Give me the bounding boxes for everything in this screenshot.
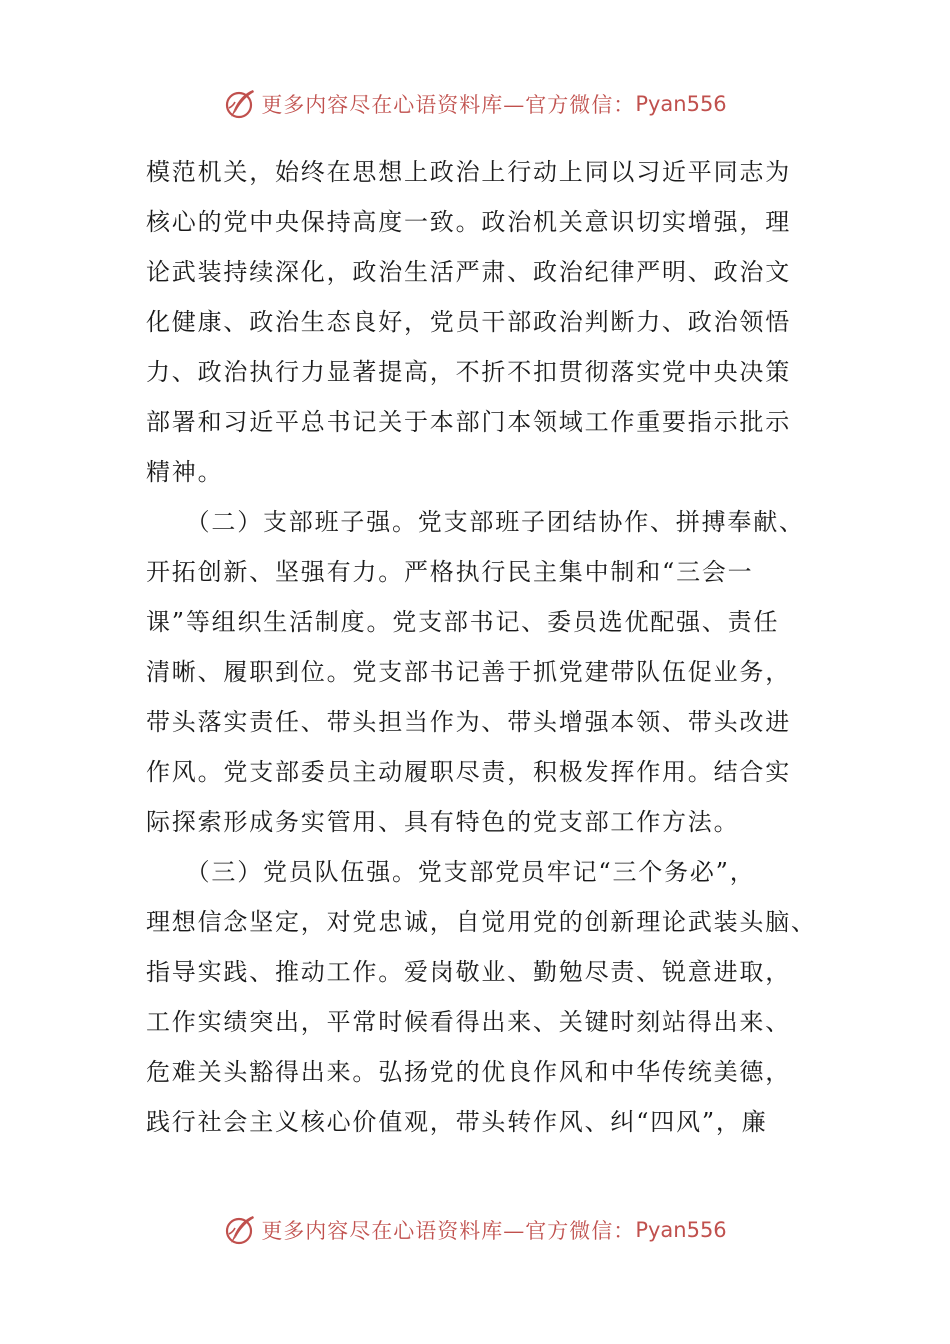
text-line: 力、政治执行力显著提高，不折不扣贯彻落实党中央决策 <box>146 358 791 386</box>
text-line: 核心的党中央保持高度一致。政治机关意识切实增强，理 <box>146 208 791 236</box>
text-line: 际探索形成务实管用、具有特色的党支部工作方法。 <box>146 808 740 836</box>
banner-text: 更多内容尽在心语资料库—官方微信： <box>261 1219 636 1243</box>
header-banner <box>0 84 950 124</box>
text-line: 化健康、政治生态良好，党员干部政治判断力、政治领悟 <box>146 308 791 336</box>
text-line: 课”等组织生活制度。党支部书记、委员选优配强、责任 <box>146 608 780 636</box>
text-line: 精神。 <box>146 458 224 486</box>
text-line: 清晰、履职到位。党支部书记善于抓党建带队伍促业务， <box>146 658 791 686</box>
text-line: 部署和习近平总书记关于本部门本领域工作重要指示批示 <box>146 408 791 436</box>
section-heading-line: （三）党员队伍强。党支部党员牢记“三个务必”， <box>146 858 756 886</box>
text-line: 论武装持续深化，政治生活严肃、政治纪律严明、政治文 <box>146 258 791 286</box>
text-line: 开拓创新、坚强有力。严格执行民主集中制和“三会一 <box>146 558 754 586</box>
text-line: 工作实绩突出，平常时候看得出来、关键时刻站得出来、 <box>146 1008 791 1036</box>
text-line: 践行社会主义核心价值观，带头转作风、纠“四风”，廉 <box>146 1108 768 1136</box>
quill-pen-logo-icon <box>223 1213 257 1247</box>
text-line: 带头落实责任、带头担当作为、带头增强本领、带头改进 <box>146 708 791 736</box>
text-line: 作风。党支部委员主动履职尽责，积极发挥作用。结合实 <box>146 758 791 786</box>
document-body <box>146 147 817 1147</box>
text-line: 模范机关，始终在思想上政治上行动上同以习近平同志为 <box>146 158 791 186</box>
footer-banner <box>0 1210 950 1250</box>
text-line: 危难关头豁得出来。弘扬党的优良作风和中华传统美德， <box>146 1058 791 1086</box>
banner-wechat-id: Pyan556 <box>635 1218 727 1242</box>
text-line: 指导实践、推动工作。爱岗敬业、勤勉尽责、锐意进取， <box>146 958 791 986</box>
banner-wechat-id: Pyan556 <box>635 92 727 116</box>
quill-pen-logo-icon <box>223 87 257 121</box>
section-heading-line: （二）支部班子强。党支部班子团结协作、拼搏奉献、 <box>146 508 805 536</box>
banner-text: 更多内容尽在心语资料库—官方微信： <box>261 93 636 117</box>
text-line: 理想信念坚定，对党忠诚，自觉用党的创新理论武装头脑、 <box>146 908 817 936</box>
